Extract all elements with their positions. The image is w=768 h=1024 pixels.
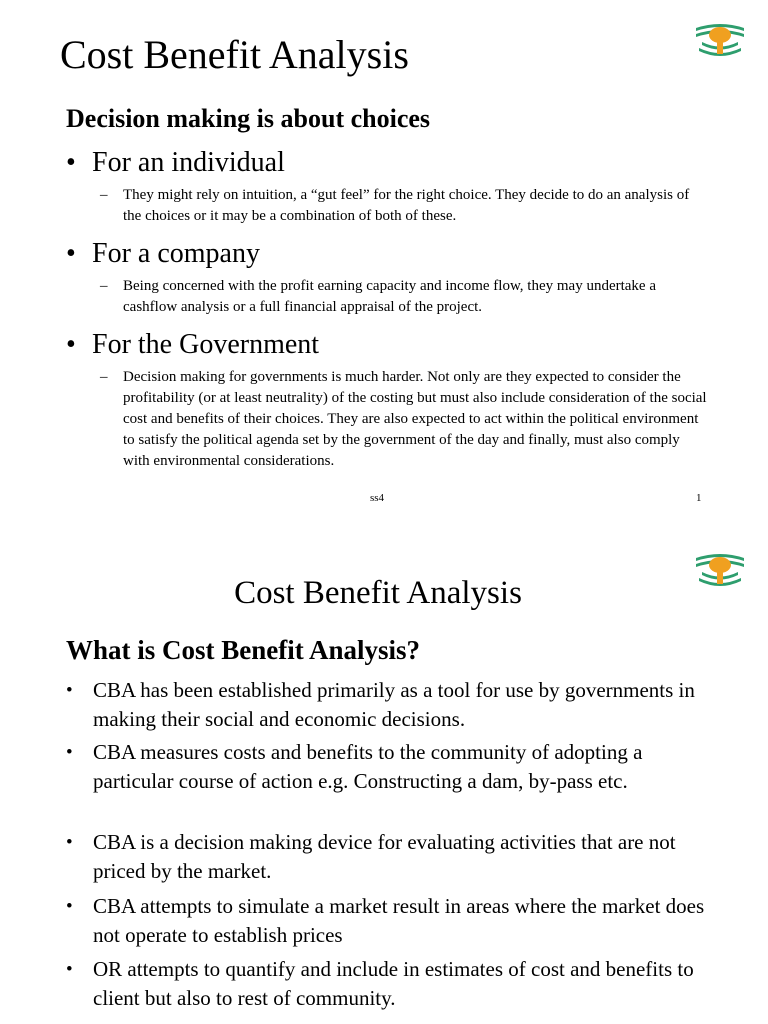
slide-subtitle: Decision making is about choices xyxy=(66,104,431,133)
slide-2 xyxy=(0,528,768,1024)
bullet-icon: • xyxy=(66,832,73,853)
heading-text: For the Government xyxy=(92,329,320,360)
bullet-text: CBA is a decision making device for evaluating activities that are not priced by the market. xyxy=(93,830,676,883)
bullet-icon: • xyxy=(66,959,73,980)
slide-title: Cost Benefit Analysis xyxy=(234,575,522,611)
bullet-icon: • xyxy=(66,680,73,701)
bullet-item xyxy=(66,828,716,886)
dash-icon: – xyxy=(100,369,108,385)
slide-subtitle: What is Cost Benefit Analysis? xyxy=(66,635,421,665)
heading-text: For an individual xyxy=(92,147,285,178)
page-number: 1 xyxy=(696,492,702,504)
bullet-icon: • xyxy=(66,329,76,360)
detail-text: They might rely on intuition, a “gut feel” for the right choice. They decide to do an analysis of the choices or it may be a combination of both of these. xyxy=(123,187,690,224)
heading-text: For a company xyxy=(92,238,260,269)
university-logo-icon xyxy=(692,18,748,58)
dash-icon: – xyxy=(100,278,108,294)
detail-text: Being concerned with the profit earning capacity and income flow, they may undertake a cashflow analysis or a full financial appraisal of the project. xyxy=(123,278,656,315)
bullet-text: CBA attempts to simulate a market result in areas where the market does not operate to establish prices xyxy=(93,894,705,947)
bullet-item xyxy=(66,892,716,950)
footer-label: ss4 xyxy=(370,492,385,504)
detail-text: Decision making for governments is much harder. Not only are they expected to consider the profitability (or at least neutrality) of the costing but must also include consideration of the social cost and benefits of their choices. They are also expected to act within the political environment to satisfy the political agenda set by the government of the day and finally, must also comply with environmental considerations. xyxy=(123,369,707,469)
bullet-item xyxy=(66,738,716,796)
bullet-text: CBA has been established primarily as a tool for use by governments in making their social and economic decisions. xyxy=(93,678,695,731)
bullet-item xyxy=(66,676,716,734)
dash-icon: – xyxy=(100,187,108,203)
bullet-text: OR attempts to quantify and include in estimates of cost and benefits to client but also to rest of community. xyxy=(93,957,694,1010)
detail-government xyxy=(100,367,710,472)
bullet-icon: • xyxy=(66,742,73,763)
bullet-icon: • xyxy=(66,147,76,178)
bullet-item xyxy=(66,955,716,1013)
detail-individual xyxy=(100,185,710,227)
bullet-icon: • xyxy=(66,896,73,917)
detail-company xyxy=(100,276,710,318)
bullet-text: CBA measures costs and benefits to the community of adopting a particular course of action e.g. Constructing a dam, by-pass etc. xyxy=(93,740,643,793)
bullet-icon: • xyxy=(66,238,76,269)
slide-title: Cost Benefit Analysis xyxy=(60,32,409,77)
